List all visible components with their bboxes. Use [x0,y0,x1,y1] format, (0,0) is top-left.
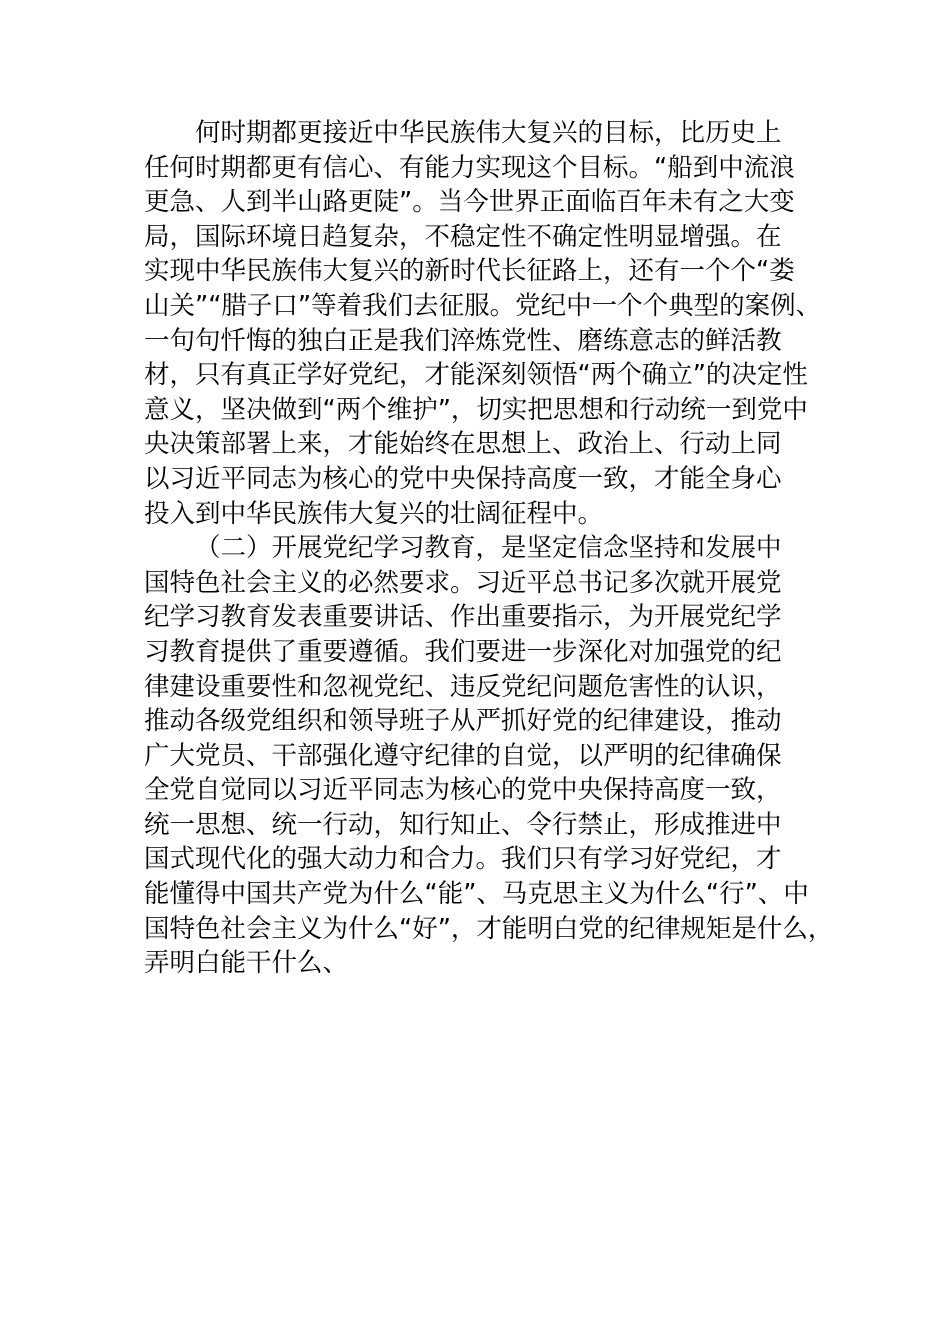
text-line: 何时期都更接近中华民族伟大复兴的目标，比历史上 [195,118,782,148]
text-line: 央决策部署上来，才能始终在思想上、政治上、行动上同 [144,429,782,460]
text-line: 律建设重要性和忽视党纪、违反党纪问题危害性的认识， [144,671,782,702]
text-line: （二）开展党纪学习教育，是坚定信念坚持和发展中 [195,533,782,564]
text-line: 任何时期都更有信心、有能力实现这个目标。“船到中流浪 [144,152,795,183]
text-line: 纪学习教育发表重要讲话、作出重要指示，为开展党纪学 [144,602,782,633]
text-line: 实现中华民族伟大复兴的新时代长征路上，还有一个个“娄 [144,256,795,287]
text-line: 意义，坚决做到“两个维护”，切实把思想和行动统一到党中 [144,394,808,425]
text-line: 国式现代化的强大动力和合力。我们只有学习好党纪，才 [144,844,782,875]
paragraph-2 [144,531,844,981]
text-line: 更急、人到半山路更陡”。当今世界正面临百年未有之大变 [144,187,795,218]
text-line: 材，只有真正学好党纪，才能深刻领悟“两个确立”的决定性 [144,360,808,391]
text-line: 投入到中华民族伟大复兴的壮阔征程中。 [144,498,604,529]
text-line: 弄明白能干什么、 [144,948,349,979]
body-text [144,116,844,981]
text-line: 国特色社会主义的必然要求。习近平总书记多次就开展党 [144,567,782,598]
text-line: 统一思想、统一行动，知行知止、令行禁止，形成推进中 [144,809,782,840]
text-line: 以习近平同志为核心的党中央保持高度一致，才能全身心 [144,463,782,494]
text-line: 一句句忏悔的独白正是我们淬炼党性、磨练意志的鲜活教 [144,325,782,356]
text-line: 国特色社会主义为什么“好”，才能明白党的纪律规矩是什么， [144,913,834,944]
text-line: 全党自觉同以习近平同志为核心的党中央保持高度一致， [144,775,782,806]
text-line: 局，国际环境日趋复杂，不稳定性不确定性明显增强。在 [144,221,782,252]
text-line: 广大党员、干部强化遵守纪律的自觉，以严明的纪律确保 [144,740,782,771]
text-line: 能懂得中国共产党为什么“能”、马克思主义为什么“行”、中 [144,879,809,910]
text-line: 推动各级党组织和领导班子从严抓好党的纪律建设，推动 [144,706,782,737]
paragraph-1 [144,116,844,531]
text-line: 习教育提供了重要遵循。我们要进一步深化对加强党的纪 [144,636,782,667]
text-line: 山关”“腊子口”等着我们去征服。党纪中一个个典型的案例、 [144,290,822,321]
